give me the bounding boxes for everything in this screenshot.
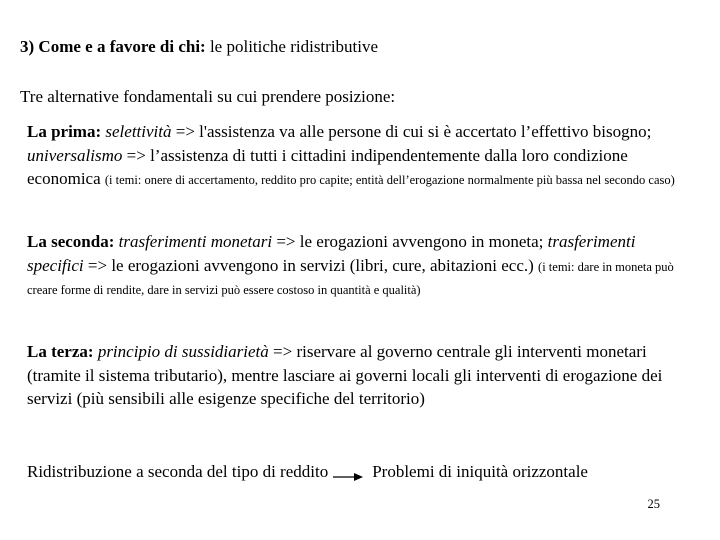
footer-line <box>27 461 588 483</box>
body-text: => riservare al governo centrale gli interventi monetari (tramite il sistema tributario), mentre lasciare ai governi locali gli interventi di erogazione dei servizi (più sensibili alle esigenze specifiche del territorio) <box>27 342 663 408</box>
alternative-body <box>27 232 674 298</box>
small-note: (i temi: onere di accertamento, reddito pro capite; entità dell’erogazione normalmente più bassa nel secondo caso) <box>104 173 675 187</box>
alternative-2 <box>27 230 695 301</box>
small-note: (i temi: dare in moneta può creare forme di rendite, dare in servizi può essere costoso in quantità e qualità) <box>27 259 674 297</box>
alternative-3 <box>27 340 695 411</box>
page-number: 25 <box>647 497 660 511</box>
slide-heading <box>20 36 378 58</box>
body-text: => l'assistenza va alle persone di cui si è accertato l’effettivo bisogno; <box>171 122 652 141</box>
alternative-label: La prima: <box>27 122 102 141</box>
alternative-body <box>27 122 675 188</box>
right-arrow-icon <box>333 470 363 484</box>
body-text: => le erogazioni avvengono in servizi (libri, cure, abitazioni ecc.) <box>83 255 539 275</box>
heading-bold: 3) Come e a favore di chi: <box>20 37 206 56</box>
footer-left-text: Ridistribuzione a seconda del tipo di reddito <box>27 462 329 481</box>
italic-term: trasferimenti specifici <box>27 232 636 275</box>
alternative-label: La terza: <box>27 342 94 361</box>
alternative-body <box>27 342 662 408</box>
italic-term: trasferimenti monetari <box>118 232 273 251</box>
alternative-label: La seconda: <box>27 232 115 251</box>
body-text: => l’assistenza di tutti i cittadini indipendentemente dalla loro condizione economica <box>27 145 628 188</box>
body-text: => le erogazioni avvengono in moneta; <box>272 232 548 251</box>
italic-term: selettività <box>105 122 172 141</box>
alternative-1 <box>27 120 695 191</box>
footer-right-text: Problemi di iniquità orizzontale <box>372 462 588 481</box>
heading-rest: le politiche ridistributive <box>205 37 379 56</box>
intro-text: Tre alternative fondamentali su cui prendere posizione: <box>20 87 396 106</box>
italic-term: universalismo <box>27 145 123 165</box>
italic-term: principio di sussidiarietà <box>97 342 269 361</box>
